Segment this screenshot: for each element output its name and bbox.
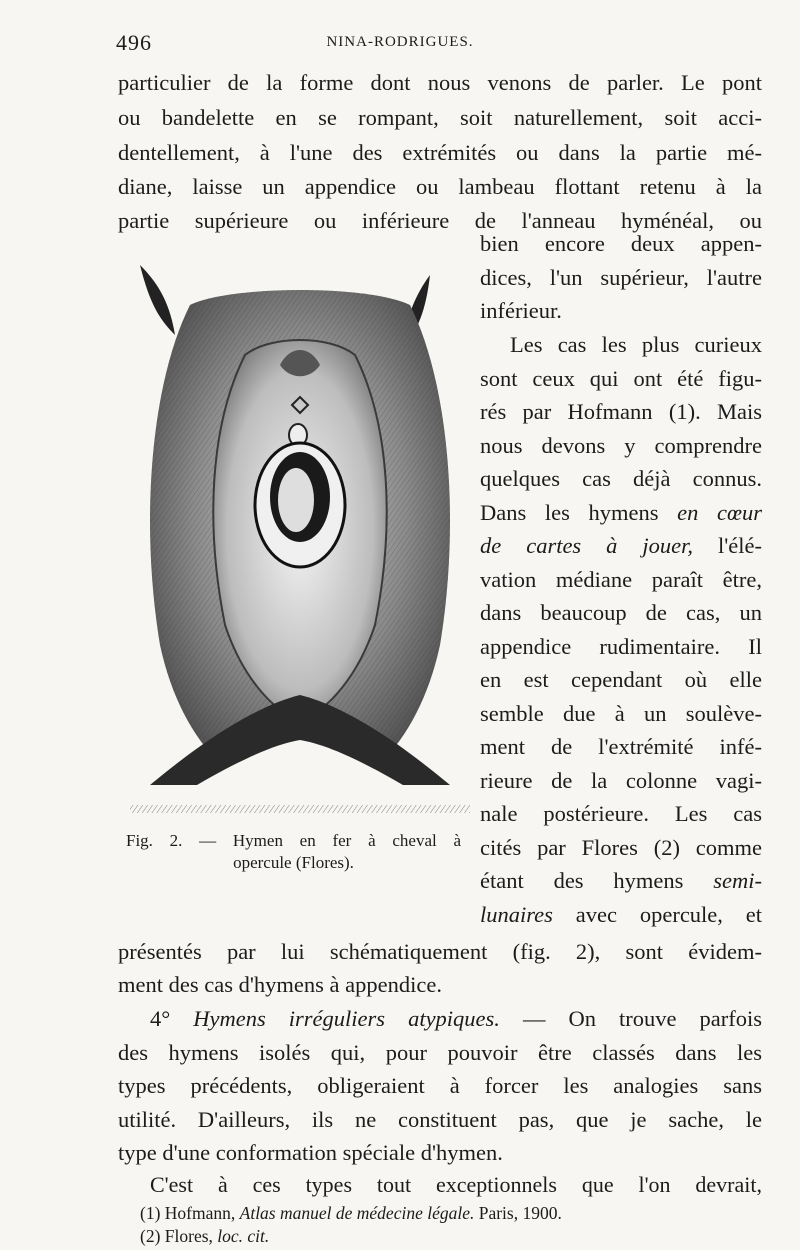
text-line: particulier de la forme dont nous venons de parler. Le pont	[118, 70, 762, 95]
figure-caption	[126, 830, 461, 874]
text-run: — On trouve parfois	[499, 1006, 762, 1031]
text-line: nous devons y comprendre	[480, 433, 762, 458]
text-line: appendice rudimentaire. Il	[480, 634, 762, 659]
section-title: Hymens irréguliers atypiques.	[193, 1006, 500, 1031]
text-run: 4°	[150, 1006, 194, 1031]
text-line: ment de l'extrémité infé-	[480, 734, 762, 759]
text-line: semble due à un soulève-	[480, 701, 762, 726]
text-line: diane, laisse un appendice ou lambeau flottant retenu à la	[118, 174, 762, 199]
text-line: cités par Flores (2) comme	[480, 835, 762, 860]
text-line: ou bandelette en se rompant, soit naturellement, soit acci-	[118, 105, 762, 130]
text-line: sont ceux qui ont été figu-	[480, 366, 762, 391]
italic-text: semi-	[713, 868, 762, 893]
text-line	[480, 496, 762, 530]
text-line	[480, 898, 762, 932]
text-line: C'est à ces types tout exceptionnels que l'on devrait,	[150, 1172, 762, 1197]
text-line: partie supérieure ou inférieure de l'anneau hyménéal, ou	[118, 208, 762, 233]
text-line: dices, l'un supérieur, l'autre	[480, 265, 762, 290]
text-run: (2) Flores,	[140, 1226, 218, 1246]
text-line: types précédents, obligeraient à forcer les analogies sans	[118, 1073, 762, 1098]
text-line: Les cas les plus curieux	[510, 332, 762, 357]
hymen-drawing	[130, 265, 470, 825]
text-run: avec opercule, et	[575, 902, 763, 927]
text-line: nale postérieure. Les cas	[480, 801, 762, 826]
text-line: dentellement, à l'une des extrémités ou dans la partie mé-	[118, 140, 762, 165]
page-header	[0, 30, 800, 60]
text-line	[480, 864, 762, 898]
text-line: quelques cas déjà connus.	[480, 466, 762, 491]
text-line: bien encore deux appen-	[480, 231, 762, 256]
text-line: vation médiane paraît être,	[480, 567, 762, 592]
text-line	[480, 529, 762, 563]
text-line: rieure de la colonne vagi-	[480, 768, 762, 793]
italic-text: en cœur	[677, 500, 763, 525]
italic-text: de cartes à jouer,	[480, 533, 693, 558]
text-line: dans beaucoup de cas, un	[480, 600, 762, 625]
text-run: l'élé-	[717, 533, 762, 558]
caption-line: opercule (Flores).	[233, 853, 354, 872]
footnote-2	[140, 1225, 562, 1248]
footnotes	[140, 1202, 562, 1248]
text-run: Dans les hymens	[480, 500, 659, 525]
running-head: NINA-RODRIGUES.	[326, 34, 474, 50]
text-line: présentés par lui schématiquement (fig. 2), sont évidem-	[118, 939, 762, 964]
page-number: 496	[116, 30, 152, 55]
caption-line: Fig. 2. — Hymen en fer à cheval à	[126, 831, 461, 850]
text-line: des hymens isolés qui, pour pouvoir être classés dans les	[118, 1040, 762, 1065]
text-line: inférieur.	[480, 298, 562, 323]
text-line: en est cependant où elle	[480, 667, 762, 692]
text-run: (1) Hofmann,	[140, 1203, 240, 1223]
text-line: ment des cas d'hymens à appendice.	[118, 972, 442, 997]
text-line: type d'une conformation spéciale d'hymen.	[118, 1140, 503, 1165]
italic-text: lunaires	[480, 902, 553, 927]
section-heading-line	[150, 1002, 762, 1036]
text-run: Paris, 1900.	[474, 1203, 562, 1223]
text-line: utilité. D'ailleurs, ils ne constituent pas, que je sache, le	[118, 1107, 762, 1132]
figure-hymen-illustration	[130, 265, 470, 825]
italic-text: loc. cit.	[217, 1226, 270, 1246]
italic-text: Atlas manuel de médecine légale.	[239, 1203, 475, 1223]
text-run: étant des hymens	[480, 868, 684, 893]
footnote-1	[140, 1202, 562, 1225]
text-line: rés par Hofmann (1). Mais	[480, 399, 762, 424]
